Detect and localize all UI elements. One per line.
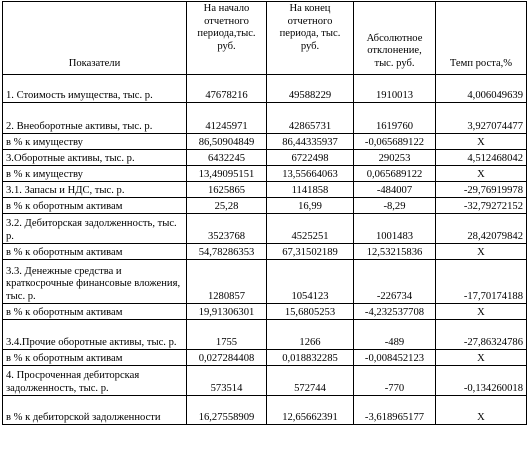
absolute-deviation-value: -0,008452123 xyxy=(354,350,436,366)
start-period-value: 3523768 xyxy=(187,214,267,244)
end-period-value: 86,44335937 xyxy=(267,134,354,150)
start-period-value: 0,027284408 xyxy=(187,350,267,366)
end-period-value: 15,6805253 xyxy=(267,304,354,320)
table-row xyxy=(3,103,527,134)
start-period-value: 16,27558909 xyxy=(187,396,267,425)
row-label: 3.1. Запасы и НДС, тыс. р. xyxy=(3,182,187,198)
absolute-deviation-value: -8,29 xyxy=(354,198,436,214)
table-row xyxy=(3,150,527,166)
growth-rate-value: -0,134260018 xyxy=(436,366,527,396)
growth-rate-value: -17,70174188 xyxy=(436,260,527,304)
row-label: 2. Внеоборотные активы, тыс. р. xyxy=(3,103,187,134)
end-period-value: 6722498 xyxy=(267,150,354,166)
end-period-value: 1266 xyxy=(267,320,354,350)
start-period-value: 1755 xyxy=(187,320,267,350)
row-label: 3.2. Дебиторская задолженность, тыс. р. xyxy=(3,214,187,244)
header-end-period: На конец отчетного периода, тыс. руб. xyxy=(267,2,354,75)
financial-analysis-table xyxy=(2,1,527,425)
end-period-value: 1141858 xyxy=(267,182,354,198)
growth-rate-value: X xyxy=(436,350,527,366)
growth-rate-value: X xyxy=(436,166,527,182)
growth-rate-value: -32,79272152 xyxy=(436,198,527,214)
end-period-value: 4525251 xyxy=(267,214,354,244)
end-period-value: 1054123 xyxy=(267,260,354,304)
end-period-value: 12,65662391 xyxy=(267,396,354,425)
absolute-deviation-value: -226734 xyxy=(354,260,436,304)
growth-rate-value: -29,76919978 xyxy=(436,182,527,198)
start-period-value: 1625865 xyxy=(187,182,267,198)
growth-rate-value: 28,42079842 xyxy=(436,214,527,244)
growth-rate-value: X xyxy=(436,304,527,320)
table-row xyxy=(3,396,527,425)
header-absolute-deviation: Абсолютное отклонение, тыс. руб. xyxy=(354,2,436,75)
start-period-value: 6432245 xyxy=(187,150,267,166)
end-period-value: 67,31502189 xyxy=(267,244,354,260)
absolute-deviation-value: 1910013 xyxy=(354,75,436,103)
table-row xyxy=(3,134,527,150)
absolute-deviation-value: -3,618965177 xyxy=(354,396,436,425)
row-label: 3.4.Прочие оборотные активы, тыс. р. xyxy=(3,320,187,350)
growth-rate-value: X xyxy=(436,244,527,260)
growth-rate-value: 4,512468042 xyxy=(436,150,527,166)
absolute-deviation-value: 1619760 xyxy=(354,103,436,134)
start-period-value: 41245971 xyxy=(187,103,267,134)
table-row xyxy=(3,304,527,320)
absolute-deviation-value: -489 xyxy=(354,320,436,350)
header-row xyxy=(3,2,527,75)
growth-rate-value: 4,006049639 xyxy=(436,75,527,103)
start-period-value: 1280857 xyxy=(187,260,267,304)
absolute-deviation-value: 12,53215836 xyxy=(354,244,436,260)
end-period-value: 42865731 xyxy=(267,103,354,134)
row-label: 3.3. Денежные средства и краткосрочные финансовые вложения, тыс. р. xyxy=(3,260,187,304)
row-label: в % к оборотным активам xyxy=(3,304,187,320)
table-row xyxy=(3,320,527,350)
absolute-deviation-value: -0,065689122 xyxy=(354,134,436,150)
end-period-value: 0,018832285 xyxy=(267,350,354,366)
row-label: 1. Стоимость имущества, тыс. р. xyxy=(3,75,187,103)
absolute-deviation-value: -484007 xyxy=(354,182,436,198)
header-start-period: На начало отчетного периода,тыс. руб. xyxy=(187,2,267,75)
start-period-value: 86,50904849 xyxy=(187,134,267,150)
row-label: в % к имуществу xyxy=(3,166,187,182)
absolute-deviation-value: 1001483 xyxy=(354,214,436,244)
table-row xyxy=(3,198,527,214)
table-row xyxy=(3,214,527,244)
header-indicators: Показатели xyxy=(3,2,187,75)
table-row xyxy=(3,350,527,366)
end-period-value: 16,99 xyxy=(267,198,354,214)
row-label: 4. Просроченная дебиторская задолженность, тыс. р. xyxy=(3,366,187,396)
table-row xyxy=(3,166,527,182)
row-label: в % к оборотным активам xyxy=(3,198,187,214)
end-period-value: 572744 xyxy=(267,366,354,396)
end-period-value: 13,55664063 xyxy=(267,166,354,182)
row-label: в % к оборотным активам xyxy=(3,244,187,260)
row-label: 3.Оборотные активы, тыс. р. xyxy=(3,150,187,166)
start-period-value: 54,78286353 xyxy=(187,244,267,260)
growth-rate-value: -27,86324786 xyxy=(436,320,527,350)
table-row xyxy=(3,75,527,103)
start-period-value: 573514 xyxy=(187,366,267,396)
absolute-deviation-value: 0,065689122 xyxy=(354,166,436,182)
start-period-value: 47678216 xyxy=(187,75,267,103)
table-row xyxy=(3,260,527,304)
absolute-deviation-value: -770 xyxy=(354,366,436,396)
absolute-deviation-value: 290253 xyxy=(354,150,436,166)
table-row xyxy=(3,182,527,198)
start-period-value: 13,49095151 xyxy=(187,166,267,182)
row-label: в % к дебиторской задолженности xyxy=(3,396,187,425)
table-row xyxy=(3,366,527,396)
growth-rate-value: 3,927074477 xyxy=(436,103,527,134)
header-growth-rate: Темп роста,% xyxy=(436,2,527,75)
row-label: в % к оборотным активам xyxy=(3,350,187,366)
end-period-value: 49588229 xyxy=(267,75,354,103)
growth-rate-value: X xyxy=(436,396,527,425)
start-period-value: 25,28 xyxy=(187,198,267,214)
table-row xyxy=(3,244,527,260)
absolute-deviation-value: -4,232537708 xyxy=(354,304,436,320)
start-period-value: 19,91306301 xyxy=(187,304,267,320)
growth-rate-value: X xyxy=(436,134,527,150)
row-label: в % к имуществу xyxy=(3,134,187,150)
